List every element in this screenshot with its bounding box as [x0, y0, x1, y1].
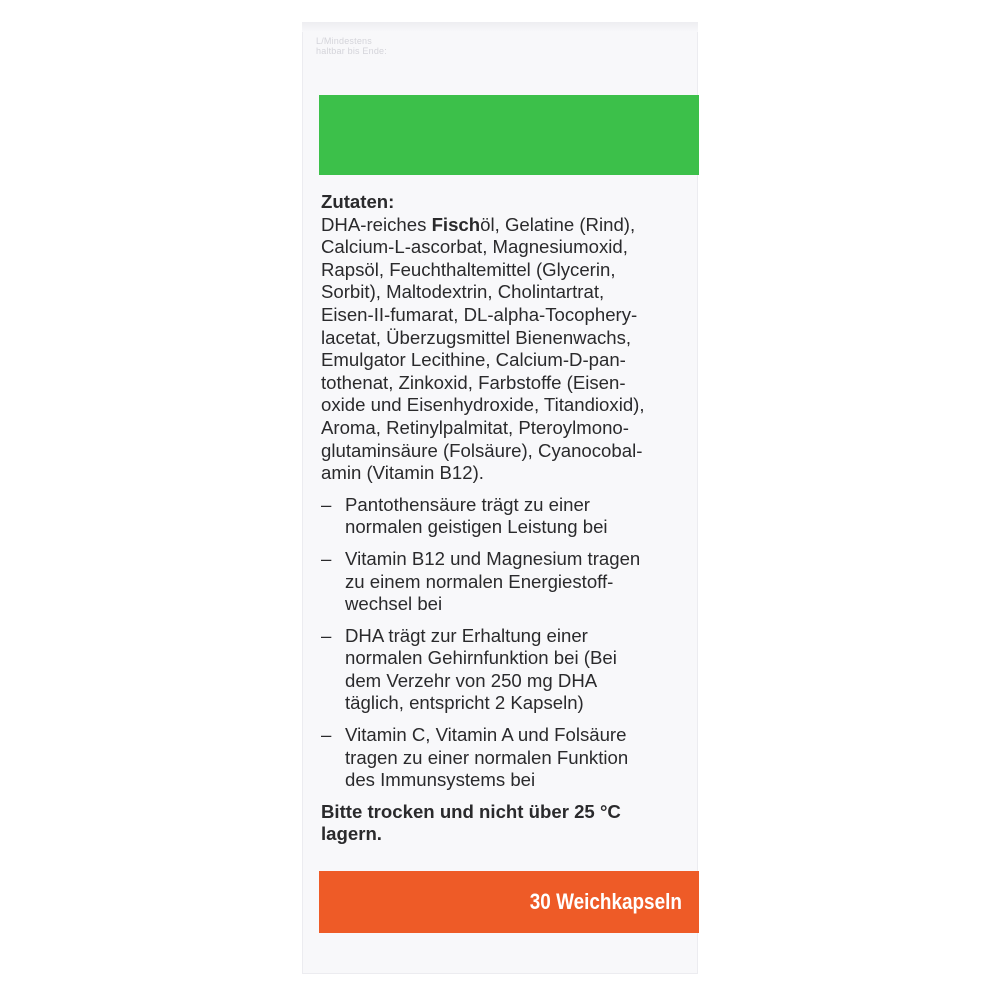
storage-line: Bitte trocken und nicht über 25 °C: [321, 800, 621, 822]
best-before-label: L/Mindestens haltbar bis Ende:: [316, 36, 387, 56]
health-claim-item: [321, 548, 693, 616]
claim-line: des Immunsystems bei: [345, 769, 536, 791]
health-claim-item: [321, 625, 693, 715]
health-claims-list: [321, 494, 693, 792]
ingredient-text: öl, Gelatine (Rind),: [480, 213, 636, 235]
ingredient-line: amin (Vitamin B12).: [321, 462, 484, 484]
orange-color-band: [319, 871, 699, 933]
ingredient-line: tothenat, Zinkoxid, Farbstoffe (Eisen-: [321, 371, 626, 393]
ingredient-line: oxide und Eisenhydroxide, Titandioxid),: [321, 394, 645, 416]
claim-line: Vitamin C, Vitamin A und Folsäure: [345, 724, 627, 746]
claim-line: täglich, entspricht 2 Kapseln): [345, 692, 584, 714]
health-claim-item: [321, 494, 693, 539]
ingredients-heading: Zutaten:: [321, 191, 395, 212]
health-claim-item: [321, 724, 693, 792]
claim-line: dem Verzehr von 250 mg DHA: [345, 669, 598, 691]
dash-bullet: –: [321, 724, 332, 746]
label-text-block: [321, 191, 693, 846]
claim-line: DHA trägt zur Erhaltung einer: [345, 624, 588, 646]
box-top-edge: [302, 22, 698, 32]
claim-line: wechsel bei: [345, 593, 443, 615]
ingredient-line: Sorbit), Maltodextrin, Cholintartrat,: [321, 281, 605, 303]
ingredient-line: Aroma, Retinylpalmitat, Pteroylmono-: [321, 416, 629, 438]
ingredient-line: Rapsöl, Feuchthaltemittel (Glycerin,: [321, 258, 616, 280]
allergen-highlight: Fisch: [431, 213, 481, 235]
claim-line: zu einem normalen Energiestoff-: [345, 570, 614, 592]
ingredient-line: Calcium-L-ascorbat, Magnesiumoxid,: [321, 236, 628, 258]
claim-line: tragen zu einer normalen Funktion: [345, 746, 629, 768]
ingredient-line: [321, 214, 693, 237]
green-color-band: [319, 95, 699, 175]
ingredient-line: glutaminsäure (Folsäure), Cyanocobal-: [321, 439, 643, 461]
storage-instructions: [321, 801, 693, 846]
claim-line: Vitamin B12 und Magnesium tragen: [345, 547, 641, 569]
claim-line: normalen Gehirnfunktion bei (Bei: [345, 647, 617, 669]
claim-line: Pantothensäure trägt zu einer: [345, 493, 590, 515]
dash-bullet: –: [321, 624, 332, 646]
capsule-count-label: 30 Weichkapseln: [529, 889, 682, 914]
ingredient-line: lacetat, Überzugsmittel Bienenwachs,: [321, 326, 632, 348]
storage-line: lagern.: [321, 823, 382, 845]
ingredient-line: Emulgator Lecithine, Calcium-D-pan-: [321, 349, 626, 371]
ingredients-list: [321, 214, 693, 485]
dash-bullet: –: [321, 493, 332, 515]
ingredient-text: DHA-reiches: [321, 213, 432, 235]
ingredient-line: Eisen-II-fumarat, DL-alpha-Tocophery-: [321, 303, 638, 325]
product-box: [302, 22, 698, 974]
claim-line: normalen geistigen Leistung bei: [345, 516, 608, 538]
dash-bullet: –: [321, 547, 332, 569]
